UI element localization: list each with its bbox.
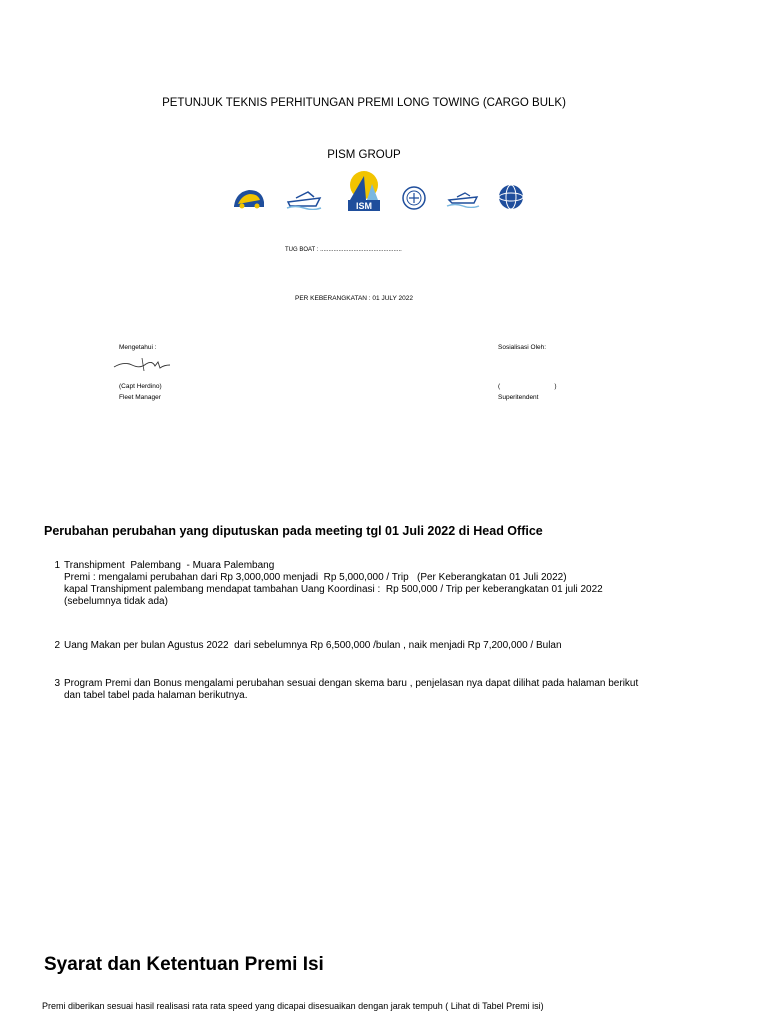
globe-logo [498, 184, 524, 210]
signature-right-role: Superitendent [498, 394, 539, 401]
syarat-heading: Syarat dan Ketentuan Premi Isi [44, 954, 324, 975]
departure-date: PER KEBERANGKATAN : 01 JULY 2022 [295, 295, 414, 302]
list-item-line: (sebelumnya tidak ada) [64, 596, 168, 607]
signature-scribble [112, 356, 172, 374]
car-logo [232, 186, 266, 210]
list-item-line: Transhipment Palembang - Muara Palembang [64, 560, 275, 571]
boat-logo [446, 188, 480, 208]
tug-boat-field: TUG BOAT : ................................................. [285, 247, 402, 253]
logo-row [228, 168, 528, 216]
signature-right-label: Sosialisasi Oleh: [498, 344, 547, 351]
list-item-number: 3 [54, 678, 60, 689]
signature-right-name: ( ) [498, 383, 557, 390]
signature-left-role: Fleet Manager [119, 394, 161, 401]
list-item-number: 2 [54, 640, 60, 651]
list-item-number: 1 [54, 560, 60, 571]
ism-logo-text: ISM [355, 201, 373, 211]
seal-logo [402, 186, 426, 210]
list-item-line: dan tabel tabel pada halaman berikutnya. [64, 690, 248, 701]
syarat-text: Premi diberikan sesuai hasil realisasi rata rata speed yang dicapai disesuaikan dengan jarak tempuh ( Lihat di Tabel Premi isi) [42, 1001, 544, 1011]
signature-left-label: Mengetahui : [119, 344, 157, 351]
list-item-line: Program Premi dan Bonus mengalami perubahan sesuai dengan skema baru , penjelasan nya dapat dilihat pada halaman berikut [64, 678, 639, 689]
list-item-line: Premi : mengalami perubahan dari Rp 3,000,000 menjadi Rp 5,000,000 / Trip (Per Keberangkatan 01 Juli 2022) [64, 572, 567, 583]
group-name: PISM GROUP [327, 149, 401, 161]
signature-left-name: (Capt Herdino) [119, 383, 162, 390]
document-title: PETUNJUK TEKNIS PERHITUNGAN PREMI LONG TOWING (CARGO BULK) [162, 97, 566, 109]
ism-logo [344, 170, 384, 214]
meeting-heading: Perubahan perubahan yang diputuskan pada meeting tgl 01 Juli 2022 di Head Office [44, 524, 543, 538]
list-item-line: kapal Transhipment palembang mendapat tambahan Uang Koordinasi : Rp 500,000 / Trip per keberangkatan 01 juli 2022 [64, 584, 603, 595]
list-item-line: Uang Makan per bulan Agustus 2022 dari sebelumnya Rp 6,500,000 /bulan , naik menjadi Rp 7,200,000 / Bulan [64, 640, 562, 651]
ship-logo [286, 188, 322, 210]
